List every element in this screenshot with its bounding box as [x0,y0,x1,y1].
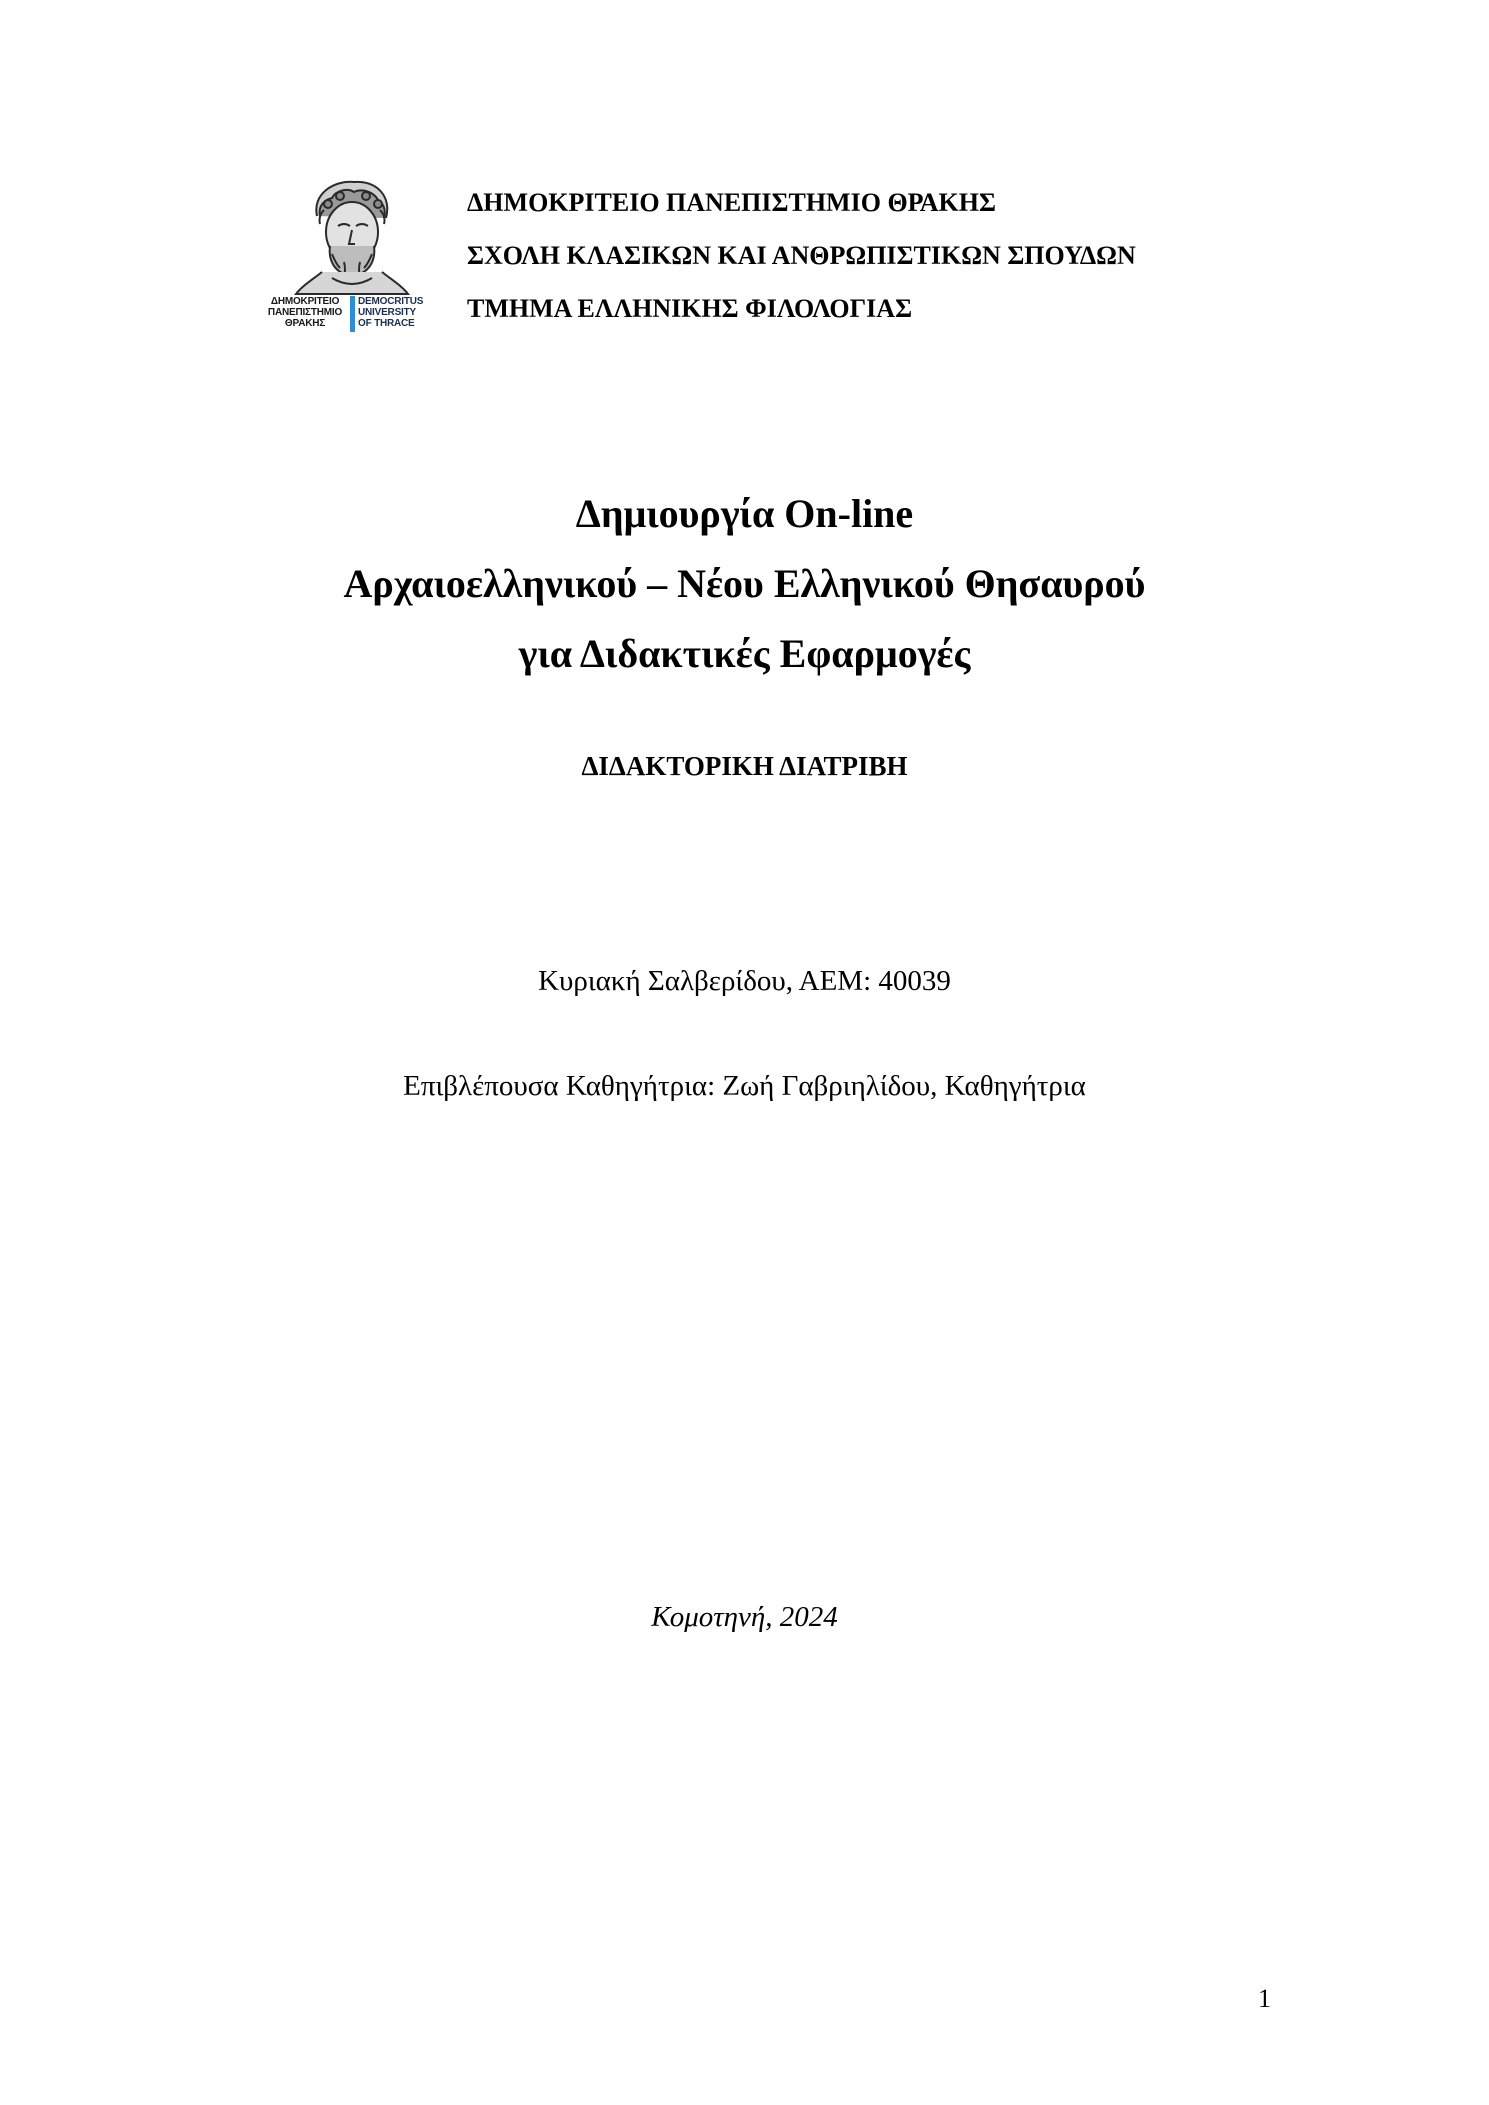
title-line-1: Δημιουργία On-line [575,491,914,536]
logo-divider-bar [350,296,355,332]
university-logo [262,176,442,341]
democritus-bust-icon [262,176,442,296]
title-line-3: για Διδακτικές Εφαρμογές [518,631,971,676]
author-line: Κυριακή Σαλβερίδου, ΑΕΜ: 40039 [538,965,951,997]
page-number: 1 [1258,1984,1271,2013]
institution-lines [467,188,1136,324]
logo-greek-name: ΔΗΜΟΚΡΙΤΕΙΟ ΠΑΝΕΠΙΣΤΗΜΙΟ ΘΡΑΚΗΣ [267,296,343,329]
logo-english-name: DEMOCRITUS UNIVERSITY OF THRACE [358,296,424,329]
supervisor-line: Επιβλέπουσα Καθηγήτρια: Ζωή Γαβριηλίδου, Καθηγήτρια [403,1070,1086,1102]
university-name: ΔΗΜΟΚΡΙΤΕΙΟ ΠΑΝΕΠΙΣΤΗΜΙΟ ΘΡΑΚΗΣ [467,188,996,217]
logo-wordmark [262,296,442,340]
place-and-date: Κομοτηνή, 2024 [651,1601,838,1633]
title-line-2: Αρχαιοελληνικού – Νέου Ελληνικού Θησαυρού [343,561,1146,606]
thesis-type: ΔΙΔΑΚΤΟΡΙΚΗ ΔΙΑΤΡΙΒΗ [581,751,908,781]
institution-header [262,176,1262,346]
department-name: ΤΜΗΜΑ ΕΛΛΗΝΙΚΗΣ ΦΙΛΟΛΟΓΙΑΣ [467,294,913,323]
thesis-title [0,490,1489,700]
school-name: ΣΧΟΛΗ ΚΛΑΣΙΚΩΝ ΚΑΙ ΑΝΘΡΩΠΙΣΤΙΚΩΝ ΣΠΟΥΔΩΝ [467,241,1136,270]
